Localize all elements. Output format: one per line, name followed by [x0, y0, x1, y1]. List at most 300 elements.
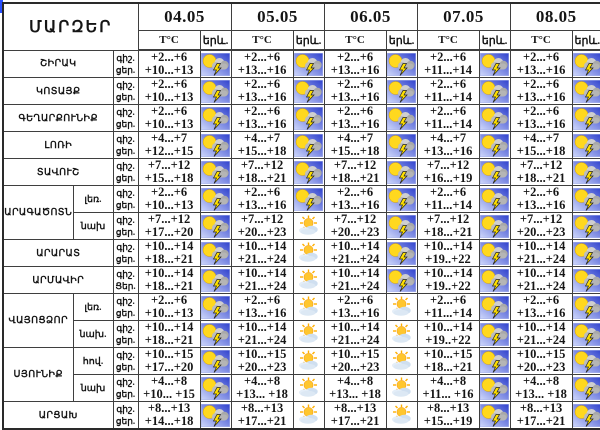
night-temp: +2...+6 — [243, 50, 281, 64]
day-temp: +18...+21 — [330, 171, 380, 185]
temperature-cell — [417, 186, 479, 213]
daynight-labels — [113, 321, 138, 348]
region-name: ԱՐԱՐԱՏ — [3, 240, 113, 267]
night-label: գիշ. — [116, 215, 135, 225]
night-temp: +10...+14 — [423, 239, 473, 253]
night-temp: +7...+12 — [519, 158, 563, 172]
date-header: 07.05 — [417, 3, 510, 31]
day-temp: +19..+22 — [425, 279, 471, 293]
night-label: գիշ. — [116, 350, 135, 360]
temperature-cell — [510, 240, 572, 267]
temperature-cell — [510, 186, 572, 213]
forecast-row — [3, 159, 600, 186]
day-temp: +16...+19 — [423, 171, 473, 185]
temperature-cell — [324, 321, 386, 348]
sun-behind-cloud-icon — [293, 240, 324, 267]
night-temp: +10...+14 — [516, 239, 566, 253]
temperature-cell — [324, 159, 386, 186]
sun-cloud-lightning-icon — [572, 267, 600, 294]
day-temp: +17...+21 — [237, 414, 287, 428]
daynight-labels — [113, 105, 138, 132]
date-header: 06.05 — [324, 3, 417, 31]
night-label: գիշ. — [116, 323, 135, 333]
sun-cloud-lightning-icon — [479, 321, 510, 348]
day-temp: +13...+16 — [330, 198, 380, 212]
night-label: գիշ. — [116, 188, 135, 198]
day-temp: +10...+13 — [144, 63, 194, 77]
night-temp: +2...+6 — [522, 50, 560, 64]
sun-cloud-lightning-icon — [479, 105, 510, 132]
sun-cloud-lightning-icon — [480, 53, 509, 76]
date-header: 08.05 — [510, 3, 600, 31]
temperature-cell — [324, 132, 386, 159]
weather-header: երև. — [386, 31, 417, 51]
temperature-cell — [510, 159, 572, 186]
sun-cloud-lightning-icon — [572, 78, 600, 105]
sun-behind-cloud-icon — [294, 269, 323, 292]
sun-cloud-lightning-icon — [572, 240, 600, 267]
night-temp: +2...+6 — [522, 77, 560, 91]
temperature-cell — [417, 375, 479, 402]
sun-cloud-lightning-icon — [200, 240, 231, 267]
temperature-cell — [138, 159, 200, 186]
temperature-cell — [324, 240, 386, 267]
day-temp: +13...+16 — [237, 198, 287, 212]
sun-cloud-lightning-icon — [479, 267, 510, 294]
day-temp: +17...+21 — [330, 414, 380, 428]
weather-header: երև. — [293, 31, 324, 51]
day-temp: +13... +18 — [329, 387, 381, 401]
night-temp: +7...+12 — [333, 158, 377, 172]
sun-cloud-lightning-icon — [386, 186, 417, 213]
day-temp: +10...+13 — [144, 90, 194, 104]
forecast-row — [3, 402, 600, 430]
night-temp: +10...+14 — [516, 266, 566, 280]
day-temp: +10...+13 — [144, 117, 194, 131]
forecast-row — [3, 321, 600, 348]
sun-cloud-lightning-icon — [386, 132, 417, 159]
sun-behind-cloud-icon — [386, 402, 417, 430]
sun-cloud-lightning-icon — [573, 188, 600, 211]
weather-header: երև. — [200, 31, 231, 51]
region-name: ԿՈՏԱՅՔ — [3, 78, 113, 105]
night-temp: +10...+15 — [144, 347, 194, 361]
day-temp: +19..+22 — [425, 333, 471, 347]
temp-header: T°C — [138, 31, 200, 51]
temperature-cell — [510, 321, 572, 348]
day-label: ցեր. — [115, 362, 136, 372]
temperature-cell — [417, 321, 479, 348]
day-temp: +15...+18 — [516, 144, 566, 158]
sun-cloud-lightning-icon — [573, 80, 600, 103]
sun-behind-cloud-icon — [293, 321, 324, 348]
day-label: ցեր. — [115, 227, 136, 237]
daynight-labels — [113, 375, 138, 402]
sun-cloud-lightning-icon — [479, 159, 510, 186]
sun-cloud-lightning-icon — [479, 402, 510, 430]
sun-behind-cloud-icon — [386, 321, 417, 348]
night-temp: +10...+14 — [330, 266, 380, 280]
night-temp: +10...+14 — [237, 239, 287, 253]
day-temp: +13...+16 — [237, 306, 287, 320]
day-temp: +13... +18 — [236, 387, 288, 401]
daynight-labels — [113, 267, 138, 294]
day-temp: +21...+24 — [516, 252, 566, 266]
sun-cloud-lightning-icon — [479, 294, 510, 321]
sun-cloud-lightning-icon — [573, 134, 600, 157]
night-temp: +2...+6 — [336, 293, 374, 307]
sun-behind-cloud-icon — [294, 350, 323, 373]
night-temp: +7...+12 — [240, 212, 284, 226]
temperature-cell — [417, 402, 479, 430]
temperature-cell — [138, 321, 200, 348]
night-temp: +10...+15 — [516, 347, 566, 361]
night-temp: +10...+14 — [144, 239, 194, 253]
day-temp: +21...+24 — [237, 252, 287, 266]
sun-cloud-lightning-icon — [294, 53, 323, 76]
day-temp: +18...+21 — [423, 360, 473, 374]
day-label: Ցեր. — [115, 281, 136, 291]
sun-cloud-lightning-icon — [573, 269, 600, 292]
day-temp: +13...+16 — [516, 117, 566, 131]
day-temp: +10...+13 — [144, 198, 194, 212]
sun-cloud-lightning-icon — [480, 161, 509, 184]
day-label: ցեր. — [115, 64, 136, 75]
sun-cloud-lightning-icon — [573, 323, 600, 346]
sun-cloud-lightning-icon — [201, 107, 230, 130]
day-temp: +10... +15 — [143, 387, 195, 401]
day-temp: +21...+24 — [330, 252, 380, 266]
sun-behind-cloud-icon — [387, 350, 416, 373]
day-temp: +20...+23 — [516, 225, 566, 239]
temperature-cell — [138, 105, 200, 132]
sun-cloud-lightning-icon — [201, 242, 230, 265]
sun-cloud-lightning-icon — [201, 134, 230, 157]
daynight-labels — [113, 186, 138, 213]
sun-cloud-lightning-icon — [479, 240, 510, 267]
sun-behind-cloud-icon — [293, 375, 324, 402]
temperature-cell — [138, 402, 200, 430]
daynight-labels — [113, 294, 138, 321]
night-temp: +7...+12 — [519, 212, 563, 226]
temperature-cell — [231, 50, 293, 78]
night-temp: +4...+7 — [150, 131, 188, 145]
sun-cloud-lightning-icon — [200, 348, 231, 375]
temperature-cell — [417, 267, 479, 294]
temperature-cell — [324, 50, 386, 78]
sun-cloud-lightning-icon — [200, 294, 231, 321]
temp-header: T°C — [417, 31, 479, 51]
temperature-cell — [510, 402, 572, 430]
forecast-row — [3, 375, 600, 402]
day-temp: +18...+21 — [144, 279, 194, 293]
day-temp: +11...+14 — [424, 63, 472, 77]
temperature-cell — [417, 159, 479, 186]
sun-cloud-lightning-icon — [479, 50, 510, 78]
day-temp: +17...+20 — [144, 225, 194, 239]
day-temp: +15...+18 — [330, 144, 380, 158]
subregion-label: լեռ. — [73, 294, 113, 321]
sun-cloud-lightning-icon — [294, 107, 323, 130]
night-temp: +7...+12 — [333, 212, 377, 226]
day-temp: +13...+16 — [330, 63, 380, 77]
night-temp: +10...+14 — [423, 266, 473, 280]
sun-cloud-lightning-icon — [573, 350, 600, 373]
day-temp: +13...+16 — [237, 90, 287, 104]
temperature-cell — [231, 186, 293, 213]
sun-cloud-lightning-icon — [200, 213, 231, 240]
sun-cloud-lightning-icon — [293, 78, 324, 105]
sun-cloud-lightning-icon — [201, 350, 230, 373]
temperature-cell — [417, 50, 479, 78]
temperature-cell — [324, 105, 386, 132]
night-label: գիշ. — [116, 377, 135, 387]
day-temp: +15...+18 — [237, 144, 287, 158]
night-temp: +7...+12 — [147, 158, 191, 172]
day-temp: +21...+24 — [237, 333, 287, 347]
day-label: ցեր. — [115, 119, 136, 129]
night-temp: +2...+6 — [150, 185, 188, 199]
date-header-row — [3, 3, 600, 31]
night-label: գիշ. — [116, 269, 135, 279]
night-temp: +10...+14 — [237, 266, 287, 280]
night-temp: +2...+6 — [429, 104, 467, 118]
sun-cloud-lightning-icon — [479, 132, 510, 159]
night-temp: +2...+6 — [522, 104, 560, 118]
day-label: ցեր. — [115, 254, 136, 264]
night-temp: +10...+14 — [144, 266, 194, 280]
sun-cloud-lightning-icon — [201, 296, 230, 319]
temperature-cell — [510, 105, 572, 132]
day-label: ցեր. — [115, 335, 136, 345]
temperature-cell — [417, 213, 479, 240]
temp-header: T°C — [231, 31, 293, 51]
sun-cloud-lightning-icon — [201, 80, 230, 103]
temperature-cell — [231, 105, 293, 132]
day-temp: +18...+21 — [423, 225, 473, 239]
sun-cloud-lightning-icon — [572, 348, 600, 375]
temp-header: T°C — [324, 31, 386, 51]
day-temp: +21...+24 — [516, 333, 566, 347]
sun-behind-cloud-icon — [294, 377, 323, 400]
sun-cloud-lightning-icon — [480, 323, 509, 346]
sun-cloud-lightning-icon — [480, 188, 509, 211]
forecast-row — [3, 213, 600, 240]
sun-cloud-lightning-icon — [200, 321, 231, 348]
temperature-cell — [510, 213, 572, 240]
day-temp: +17...+20 — [144, 360, 194, 374]
temperature-cell — [138, 50, 200, 78]
daynight-labels — [113, 402, 138, 430]
night-temp: +4...+8 — [150, 374, 188, 388]
day-temp: +11...+14 — [424, 198, 472, 212]
temperature-cell — [138, 267, 200, 294]
day-label: ցեր. — [115, 389, 136, 399]
region-name: ԱՐԱԳԱԾՈՏՆ — [3, 186, 73, 240]
sun-behind-cloud-icon — [386, 375, 417, 402]
temperature-cell — [231, 132, 293, 159]
daynight-labels — [113, 78, 138, 105]
day-temp: +18...+21 — [144, 333, 194, 347]
forecast-row — [3, 105, 600, 132]
sun-cloud-lightning-icon — [200, 105, 231, 132]
sun-cloud-lightning-icon — [572, 50, 600, 78]
sun-cloud-lightning-icon — [572, 132, 600, 159]
night-temp: +10...+14 — [144, 320, 194, 334]
sun-cloud-lightning-icon — [572, 105, 600, 132]
night-temp: +2...+6 — [336, 104, 374, 118]
sun-behind-cloud-icon — [387, 404, 416, 427]
temp-header: T°C — [510, 31, 572, 51]
night-temp: +2...+6 — [429, 77, 467, 91]
temperature-cell — [324, 294, 386, 321]
sun-cloud-lightning-icon — [480, 107, 509, 130]
sun-cloud-lightning-icon — [200, 159, 231, 186]
night-temp: +2...+6 — [150, 104, 188, 118]
temperature-cell — [231, 402, 293, 430]
temperature-cell — [324, 186, 386, 213]
temperature-cell — [138, 78, 200, 105]
sun-behind-cloud-icon — [293, 213, 324, 240]
sun-behind-cloud-icon — [293, 267, 324, 294]
sun-cloud-lightning-icon — [386, 50, 417, 78]
sun-cloud-lightning-icon — [200, 78, 231, 105]
day-temp: +20...+23 — [330, 360, 380, 374]
sun-cloud-lightning-icon — [573, 242, 600, 265]
sun-cloud-lightning-icon — [387, 269, 416, 292]
subregion-label: հով. — [73, 348, 113, 375]
temperature-cell — [510, 294, 572, 321]
weather-header: երև. — [572, 31, 600, 51]
sun-cloud-lightning-icon — [387, 80, 416, 103]
sun-cloud-lightning-icon — [200, 375, 231, 402]
sun-cloud-lightning-icon — [572, 375, 600, 402]
sun-cloud-lightning-icon — [386, 78, 417, 105]
sun-cloud-lightning-icon — [387, 242, 416, 265]
night-temp: +2...+6 — [336, 50, 374, 64]
region-name: ԱՐՑԱԽ — [3, 402, 113, 430]
sun-cloud-lightning-icon — [294, 80, 323, 103]
sun-cloud-lightning-icon — [573, 215, 600, 238]
sun-behind-cloud-icon — [294, 404, 323, 427]
temperature-cell — [417, 78, 479, 105]
temperature-cell — [417, 294, 479, 321]
night-label: գիշ. — [116, 296, 135, 306]
sun-cloud-lightning-icon — [573, 107, 600, 130]
day-temp: +13...+16 — [330, 306, 380, 320]
night-temp: +2...+6 — [243, 185, 281, 199]
sun-cloud-lightning-icon — [201, 188, 230, 211]
daynight-labels — [113, 159, 138, 186]
day-temp: +15...+19 — [423, 414, 473, 428]
date-header: 04.05 — [138, 3, 231, 31]
temperature-cell — [231, 375, 293, 402]
night-temp: +7...+12 — [240, 158, 284, 172]
night-temp: +4...+8 — [522, 374, 560, 388]
sun-cloud-lightning-icon — [479, 375, 510, 402]
day-temp: +21...+24 — [237, 279, 287, 293]
temperature-cell — [231, 159, 293, 186]
sun-cloud-lightning-icon — [387, 134, 416, 157]
temperature-cell — [231, 78, 293, 105]
night-temp: +2...+6 — [243, 77, 281, 91]
day-temp: +11... +16 — [422, 387, 474, 401]
forecast-row — [3, 132, 600, 159]
night-temp: +8...+13 — [333, 401, 377, 415]
sun-cloud-lightning-icon — [200, 267, 231, 294]
sun-cloud-lightning-icon — [572, 321, 600, 348]
sun-cloud-lightning-icon — [573, 377, 600, 400]
temperature-cell — [324, 213, 386, 240]
sun-cloud-lightning-icon — [572, 159, 600, 186]
sun-cloud-lightning-icon — [293, 159, 324, 186]
sun-cloud-lightning-icon — [480, 215, 509, 238]
night-temp: +8...+13 — [147, 401, 191, 415]
night-label: գիշ. — [116, 242, 135, 252]
night-temp: +8...+13 — [240, 401, 284, 415]
forecast-table-wrap — [2, 2, 600, 430]
sun-cloud-lightning-icon — [386, 213, 417, 240]
day-temp: +11...+14 — [424, 117, 472, 131]
forecast-row — [3, 294, 600, 321]
day-label: ցեր. — [115, 308, 136, 318]
region-name: ՏԱՎՈՒՇ — [3, 159, 113, 186]
night-temp: +8...+13 — [519, 401, 563, 415]
day-label: ցեր. — [115, 416, 136, 426]
temperature-cell — [510, 375, 572, 402]
region-name: ԼՈՌԻ — [3, 132, 113, 159]
temperature-cell — [510, 348, 572, 375]
temperature-cell — [231, 213, 293, 240]
night-temp: +2...+6 — [429, 185, 467, 199]
region-name: ՇԻՐԱԿ — [3, 50, 113, 78]
sun-cloud-lightning-icon — [386, 267, 417, 294]
day-temp: +12...+15 — [144, 144, 194, 158]
night-temp: +10...+14 — [516, 320, 566, 334]
forecast-row — [3, 186, 600, 213]
sun-behind-cloud-icon — [293, 294, 324, 321]
day-temp: +13...+16 — [330, 117, 380, 131]
sun-cloud-lightning-icon — [293, 105, 324, 132]
temperature-cell — [417, 105, 479, 132]
night-temp: +2...+6 — [150, 293, 188, 307]
weather-header: երև. — [479, 31, 510, 51]
temperature-cell — [231, 348, 293, 375]
night-temp: +7...+12 — [426, 158, 470, 172]
night-temp: +2...+6 — [150, 77, 188, 91]
sun-cloud-lightning-icon — [200, 132, 231, 159]
temperature-cell — [510, 50, 572, 78]
day-temp: +11...+14 — [424, 306, 472, 320]
night-label: գիշ. — [116, 52, 135, 63]
temperature-cell — [138, 213, 200, 240]
night-label: գիշ. — [116, 80, 135, 90]
temperature-cell — [138, 375, 200, 402]
sun-cloud-lightning-icon — [573, 161, 600, 184]
daynight-labels — [113, 213, 138, 240]
sun-cloud-lightning-icon — [293, 132, 324, 159]
day-temp: +21...+24 — [330, 279, 380, 293]
sun-cloud-lightning-icon — [386, 159, 417, 186]
temperature-cell — [510, 267, 572, 294]
day-temp: +13...+16 — [330, 90, 380, 104]
regions-header: ՄԱՐԶԵՐ — [3, 3, 138, 50]
sun-cloud-lightning-icon — [201, 269, 230, 292]
temperature-cell — [138, 132, 200, 159]
subregion-label: նախ — [73, 375, 113, 402]
temperature-cell — [324, 402, 386, 430]
forecast-row — [3, 50, 600, 78]
